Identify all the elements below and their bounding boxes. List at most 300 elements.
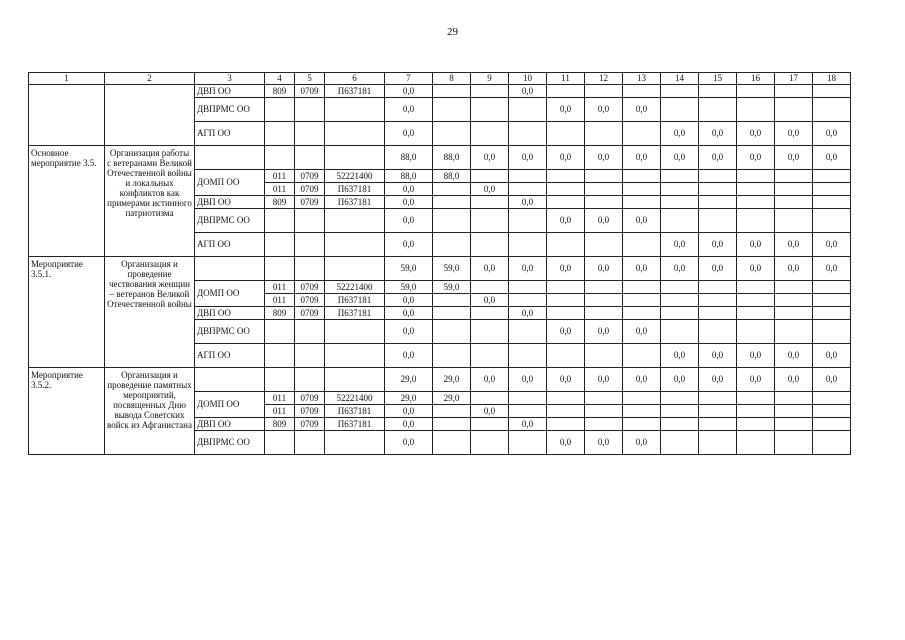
- value-col-13: 0,0: [623, 431, 661, 455]
- budget-code-c5: [295, 209, 325, 233]
- activity-name: [105, 85, 195, 146]
- budget-code-c4: 011: [265, 392, 295, 405]
- value-col-13: 0,0: [623, 98, 661, 122]
- budget-code-c4: 011: [265, 183, 295, 196]
- value-col-18: [813, 431, 851, 455]
- value-col-18: 0,0: [813, 257, 851, 281]
- value-col-8: [433, 344, 471, 368]
- table-row: [29, 85, 851, 98]
- value-col-17: 0,0: [775, 146, 813, 170]
- budget-code-c5: 0709: [295, 196, 325, 209]
- value-col-10: [509, 170, 547, 183]
- value-col-13: [623, 233, 661, 257]
- value-col-11: 0,0: [547, 257, 585, 281]
- budget-code-c6: П637181: [325, 85, 385, 98]
- funding-source: ДОМП ОО: [195, 281, 265, 307]
- value-col-12: [585, 344, 623, 368]
- value-col-7: 0,0: [385, 85, 433, 98]
- value-col-10: [509, 122, 547, 146]
- value-col-10: [509, 281, 547, 294]
- value-col-8: [433, 294, 471, 307]
- value-col-18: 0,0: [813, 344, 851, 368]
- header-cell: 9: [471, 73, 509, 85]
- value-col-17: [775, 405, 813, 418]
- budget-code-c5: [295, 233, 325, 257]
- value-col-10: [509, 209, 547, 233]
- value-col-9: [471, 431, 509, 455]
- funding-source: ДВП ОО: [195, 196, 265, 209]
- budget-code-c5: 0709: [295, 418, 325, 431]
- value-col-17: [775, 320, 813, 344]
- budget-code-c4: 011: [265, 170, 295, 183]
- value-col-18: 0,0: [813, 233, 851, 257]
- value-col-13: [623, 418, 661, 431]
- activity-code: Мероприятие 3.5.1.: [29, 257, 105, 368]
- value-col-7: 0,0: [385, 344, 433, 368]
- value-col-12: [585, 307, 623, 320]
- budget-code-c6: [325, 257, 385, 281]
- value-col-13: [623, 196, 661, 209]
- value-col-14: 0,0: [661, 344, 699, 368]
- funding-source: [195, 368, 265, 392]
- value-col-7: 59,0: [385, 281, 433, 294]
- value-col-8: [433, 196, 471, 209]
- funding-source: ДВП ОО: [195, 418, 265, 431]
- budget-code-c6: [325, 146, 385, 170]
- budget-code-c6: П637181: [325, 405, 385, 418]
- value-col-10: [509, 183, 547, 196]
- budget-code-c4: 011: [265, 294, 295, 307]
- value-col-9: [471, 320, 509, 344]
- budget-code-c5: 0709: [295, 85, 325, 98]
- budget-code-c6: П637181: [325, 294, 385, 307]
- value-col-17: [775, 98, 813, 122]
- header-cell: 14: [661, 73, 699, 85]
- value-col-12: 0,0: [585, 431, 623, 455]
- budget-code-c6: [325, 209, 385, 233]
- budget-code-c5: [295, 431, 325, 455]
- value-col-12: [585, 196, 623, 209]
- value-col-10: 0,0: [509, 307, 547, 320]
- value-col-10: 0,0: [509, 418, 547, 431]
- value-col-15: [699, 98, 737, 122]
- value-col-16: [737, 405, 775, 418]
- value-col-11: [547, 170, 585, 183]
- value-col-18: [813, 418, 851, 431]
- value-col-18: [813, 209, 851, 233]
- value-col-12: [585, 418, 623, 431]
- value-col-8: [433, 85, 471, 98]
- table-row: [29, 146, 851, 170]
- value-col-9: [471, 307, 509, 320]
- value-col-13: 0,0: [623, 368, 661, 392]
- value-col-9: [471, 233, 509, 257]
- value-col-18: [813, 294, 851, 307]
- value-col-11: [547, 344, 585, 368]
- value-col-12: 0,0: [585, 98, 623, 122]
- value-col-11: 0,0: [547, 146, 585, 170]
- activity-code: Мероприятие 3.5.2.: [29, 368, 105, 455]
- budget-code-c4: [265, 98, 295, 122]
- budget-code-c5: 0709: [295, 183, 325, 196]
- budget-code-c5: 0709: [295, 307, 325, 320]
- value-col-11: [547, 418, 585, 431]
- value-col-8: 29,0: [433, 368, 471, 392]
- value-col-9: [471, 209, 509, 233]
- value-col-16: [737, 183, 775, 196]
- value-col-18: [813, 170, 851, 183]
- value-col-15: [699, 418, 737, 431]
- value-col-15: [699, 294, 737, 307]
- budget-code-c4: [265, 209, 295, 233]
- value-col-12: [585, 170, 623, 183]
- funding-source: ДВП ОО: [195, 307, 265, 320]
- value-col-14: [661, 405, 699, 418]
- value-col-17: [775, 183, 813, 196]
- value-col-14: [661, 209, 699, 233]
- value-col-11: 0,0: [547, 98, 585, 122]
- budget-code-c6: 52221400: [325, 170, 385, 183]
- value-col-12: 0,0: [585, 320, 623, 344]
- budget-code-c6: [325, 233, 385, 257]
- budget-code-c4: [265, 368, 295, 392]
- value-col-14: 0,0: [661, 368, 699, 392]
- value-col-10: [509, 98, 547, 122]
- value-col-17: [775, 196, 813, 209]
- value-col-13: [623, 281, 661, 294]
- value-col-7: 0,0: [385, 98, 433, 122]
- value-col-14: [661, 307, 699, 320]
- value-col-8: [433, 320, 471, 344]
- value-col-16: [737, 431, 775, 455]
- value-col-13: [623, 392, 661, 405]
- value-col-14: 0,0: [661, 233, 699, 257]
- value-col-17: 0,0: [775, 368, 813, 392]
- value-col-18: [813, 85, 851, 98]
- budget-code-c4: 011: [265, 405, 295, 418]
- page-number: 29: [447, 26, 458, 38]
- value-col-7: 0,0: [385, 196, 433, 209]
- budget-code-c4: 809: [265, 85, 295, 98]
- value-col-8: [433, 209, 471, 233]
- header-cell: 13: [623, 73, 661, 85]
- value-col-12: [585, 122, 623, 146]
- value-col-8: [433, 307, 471, 320]
- value-col-13: [623, 405, 661, 418]
- value-col-18: 0,0: [813, 122, 851, 146]
- budget-code-c5: [295, 368, 325, 392]
- value-col-9: 0,0: [471, 257, 509, 281]
- budget-code-c4: 809: [265, 307, 295, 320]
- funding-source: ДВП ОО: [195, 85, 265, 98]
- value-col-12: [585, 294, 623, 307]
- value-col-8: 29,0: [433, 392, 471, 405]
- value-col-7: 0,0: [385, 183, 433, 196]
- value-col-14: [661, 418, 699, 431]
- value-col-13: [623, 307, 661, 320]
- value-col-18: [813, 196, 851, 209]
- value-col-14: [661, 85, 699, 98]
- budget-code-c4: 809: [265, 418, 295, 431]
- budget-code-c4: [265, 122, 295, 146]
- value-col-11: 0,0: [547, 368, 585, 392]
- header-cell: 12: [585, 73, 623, 85]
- funding-source: ДОМП ОО: [195, 392, 265, 418]
- value-col-16: [737, 170, 775, 183]
- value-col-16: 0,0: [737, 257, 775, 281]
- value-col-9: 0,0: [471, 368, 509, 392]
- value-col-11: [547, 307, 585, 320]
- value-col-11: [547, 196, 585, 209]
- value-col-9: [471, 98, 509, 122]
- funding-source: ДОМП ОО: [195, 170, 265, 196]
- budget-code-c6: [325, 431, 385, 455]
- value-col-11: [547, 233, 585, 257]
- budget-code-c5: [295, 344, 325, 368]
- value-col-11: [547, 281, 585, 294]
- value-col-8: 88,0: [433, 146, 471, 170]
- value-col-15: [699, 170, 737, 183]
- value-col-8: [433, 418, 471, 431]
- value-col-15: [699, 209, 737, 233]
- value-col-14: [661, 392, 699, 405]
- value-col-16: 0,0: [737, 344, 775, 368]
- value-col-15: 0,0: [699, 233, 737, 257]
- budget-code-c4: 809: [265, 196, 295, 209]
- value-col-7: 59,0: [385, 257, 433, 281]
- header-cell: 17: [775, 73, 813, 85]
- value-col-7: 0,0: [385, 418, 433, 431]
- value-col-10: [509, 431, 547, 455]
- budget-code-c6: П637181: [325, 307, 385, 320]
- value-col-7: 29,0: [385, 392, 433, 405]
- value-col-7: 0,0: [385, 233, 433, 257]
- budget-code-c5: 0709: [295, 281, 325, 294]
- value-col-8: [433, 405, 471, 418]
- value-col-16: [737, 196, 775, 209]
- value-col-11: [547, 405, 585, 418]
- value-col-16: [737, 392, 775, 405]
- value-col-15: [699, 85, 737, 98]
- value-col-15: [699, 281, 737, 294]
- budget-code-c5: [295, 98, 325, 122]
- budget-code-c5: 0709: [295, 405, 325, 418]
- activity-name: Организация и проведение чествования женщин – ветеранов Великой Отечественной войны: [105, 257, 195, 368]
- value-col-16: 0,0: [737, 233, 775, 257]
- value-col-10: [509, 320, 547, 344]
- value-col-11: [547, 392, 585, 405]
- budget-code-c6: [325, 368, 385, 392]
- value-col-9: 0,0: [471, 405, 509, 418]
- value-col-15: 0,0: [699, 257, 737, 281]
- value-col-16: 0,0: [737, 146, 775, 170]
- budget-code-c6: П637181: [325, 418, 385, 431]
- value-col-13: [623, 183, 661, 196]
- value-col-9: [471, 418, 509, 431]
- value-col-15: [699, 196, 737, 209]
- value-col-9: [471, 122, 509, 146]
- funding-source: ДВПРМС ОО: [195, 320, 265, 344]
- table-row: [29, 368, 851, 392]
- value-col-12: 0,0: [585, 368, 623, 392]
- value-col-10: 0,0: [509, 257, 547, 281]
- value-col-15: 0,0: [699, 368, 737, 392]
- value-col-10: 0,0: [509, 368, 547, 392]
- value-col-17: [775, 281, 813, 294]
- activity-code: [29, 85, 105, 146]
- value-col-9: [471, 392, 509, 405]
- value-col-10: 0,0: [509, 146, 547, 170]
- value-col-18: [813, 183, 851, 196]
- value-col-8: [433, 183, 471, 196]
- value-col-13: 0,0: [623, 209, 661, 233]
- value-col-14: 0,0: [661, 146, 699, 170]
- value-col-15: [699, 405, 737, 418]
- value-col-18: [813, 98, 851, 122]
- value-col-7: 0,0: [385, 405, 433, 418]
- value-col-12: [585, 281, 623, 294]
- value-col-17: [775, 392, 813, 405]
- budget-table: [28, 72, 851, 455]
- value-col-12: 0,0: [585, 209, 623, 233]
- header-cell: 6: [325, 73, 385, 85]
- budget-code-c6: [325, 320, 385, 344]
- value-col-14: [661, 98, 699, 122]
- budget-code-c4: [265, 344, 295, 368]
- funding-source: [195, 146, 265, 170]
- value-col-13: [623, 85, 661, 98]
- budget-code-c5: [295, 146, 325, 170]
- value-col-16: [737, 320, 775, 344]
- value-col-9: [471, 281, 509, 294]
- value-col-12: [585, 85, 623, 98]
- value-col-16: [737, 307, 775, 320]
- header-cell: 15: [699, 73, 737, 85]
- value-col-18: [813, 405, 851, 418]
- value-col-15: [699, 183, 737, 196]
- value-col-15: 0,0: [699, 122, 737, 146]
- value-col-13: [623, 122, 661, 146]
- value-col-10: [509, 294, 547, 307]
- budget-code-c6: [325, 344, 385, 368]
- budget-code-c4: [265, 146, 295, 170]
- budget-code-c6: П637181: [325, 183, 385, 196]
- value-col-13: 0,0: [623, 146, 661, 170]
- header-cell: 4: [265, 73, 295, 85]
- value-col-10: [509, 344, 547, 368]
- value-col-16: [737, 294, 775, 307]
- value-col-11: 0,0: [547, 431, 585, 455]
- value-col-14: [661, 183, 699, 196]
- value-col-10: [509, 233, 547, 257]
- value-col-7: 0,0: [385, 431, 433, 455]
- funding-source: ДВПРМС ОО: [195, 431, 265, 455]
- value-col-10: 0,0: [509, 85, 547, 98]
- value-col-12: [585, 405, 623, 418]
- header-row: [29, 73, 851, 85]
- value-col-15: [699, 431, 737, 455]
- value-col-18: [813, 307, 851, 320]
- value-col-13: [623, 170, 661, 183]
- value-col-15: [699, 307, 737, 320]
- value-col-16: 0,0: [737, 368, 775, 392]
- header-cell: 8: [433, 73, 471, 85]
- budget-code-c4: [265, 257, 295, 281]
- funding-source: ДВПРМС ОО: [195, 98, 265, 122]
- value-col-12: 0,0: [585, 257, 623, 281]
- budget-code-c5: [295, 320, 325, 344]
- funding-source: ДВПРМС ОО: [195, 209, 265, 233]
- funding-source: АГП ОО: [195, 344, 265, 368]
- value-col-17: [775, 85, 813, 98]
- value-col-15: [699, 392, 737, 405]
- value-col-8: 59,0: [433, 257, 471, 281]
- budget-code-c5: [295, 122, 325, 146]
- value-col-17: 0,0: [775, 122, 813, 146]
- value-col-7: 0,0: [385, 122, 433, 146]
- value-col-12: 0,0: [585, 146, 623, 170]
- table-row: [29, 257, 851, 281]
- value-col-17: 0,0: [775, 257, 813, 281]
- value-col-11: [547, 183, 585, 196]
- value-col-8: [433, 233, 471, 257]
- value-col-8: [433, 98, 471, 122]
- value-col-9: [471, 344, 509, 368]
- value-col-8: [433, 122, 471, 146]
- value-col-12: [585, 392, 623, 405]
- value-col-9: 0,0: [471, 294, 509, 307]
- value-col-18: [813, 392, 851, 405]
- value-col-16: [737, 98, 775, 122]
- value-col-7: 0,0: [385, 307, 433, 320]
- header-cell: 16: [737, 73, 775, 85]
- header-cell: 7: [385, 73, 433, 85]
- budget-code-c4: 011: [265, 281, 295, 294]
- funding-source: АГП ОО: [195, 122, 265, 146]
- value-col-9: [471, 85, 509, 98]
- budget-code-c5: 0709: [295, 170, 325, 183]
- value-col-17: [775, 307, 813, 320]
- value-col-10: [509, 405, 547, 418]
- value-col-8: 88,0: [433, 170, 471, 183]
- funding-source: [195, 257, 265, 281]
- value-col-17: [775, 209, 813, 233]
- value-col-16: [737, 418, 775, 431]
- value-col-14: [661, 320, 699, 344]
- value-col-11: [547, 85, 585, 98]
- value-col-17: [775, 418, 813, 431]
- header-cell: 2: [105, 73, 195, 85]
- value-col-14: [661, 281, 699, 294]
- budget-code-c5: [295, 257, 325, 281]
- value-col-12: [585, 233, 623, 257]
- value-col-14: 0,0: [661, 257, 699, 281]
- budget-code-c6: 52221400: [325, 392, 385, 405]
- value-col-7: 0,0: [385, 294, 433, 307]
- value-col-14: [661, 196, 699, 209]
- value-col-12: [585, 183, 623, 196]
- value-col-15: 0,0: [699, 344, 737, 368]
- value-col-15: 0,0: [699, 146, 737, 170]
- value-col-13: 0,0: [623, 320, 661, 344]
- value-col-10: [509, 392, 547, 405]
- value-col-10: 0,0: [509, 196, 547, 209]
- header-cell: 10: [509, 73, 547, 85]
- value-col-17: [775, 431, 813, 455]
- value-col-18: 0,0: [813, 146, 851, 170]
- value-col-16: [737, 209, 775, 233]
- value-col-13: 0,0: [623, 257, 661, 281]
